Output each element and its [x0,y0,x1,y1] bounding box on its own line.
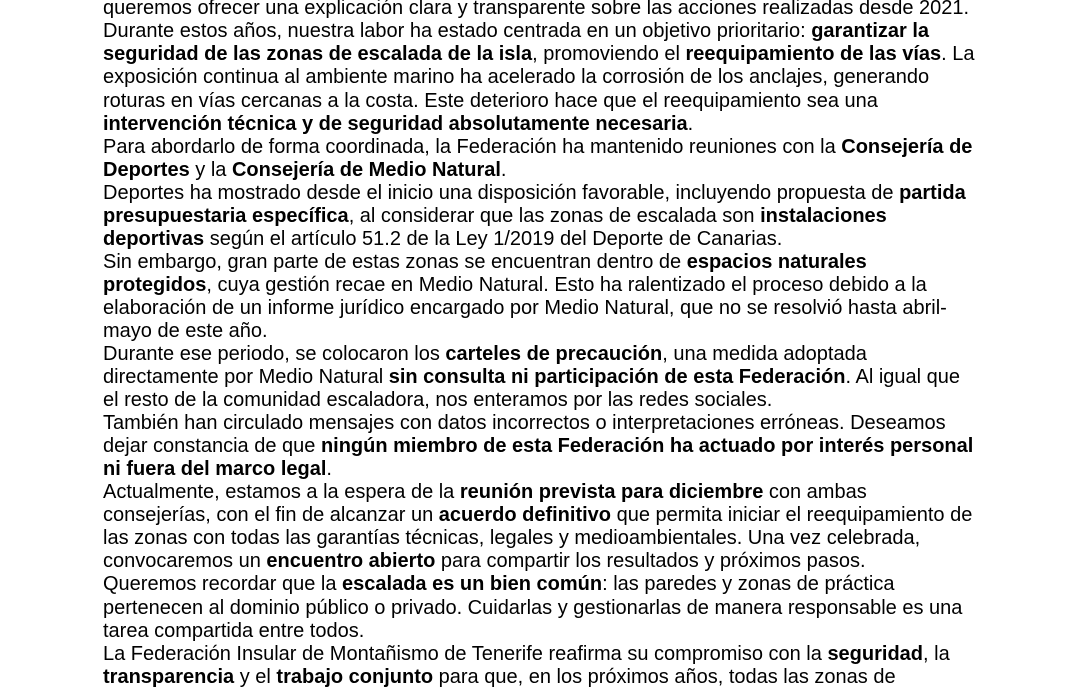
bold-text-run: seguridad [827,642,924,665]
text-line [103,343,1080,366]
text-run: el resto de la comunidad escaladora, nos enteramos por las redes sociales. [103,389,773,412]
text-line [103,643,1080,666]
text-run: Durante ese periodo, se colocaron los [103,343,446,366]
text-line [103,320,1080,343]
bold-text-run: ni fuera del marco legal [103,458,327,481]
text-run: Sin embargo, gran parte de estas zonas se encuentran dentro de [103,250,687,273]
text-run: . Al igual que [845,366,961,389]
text-line [103,43,1080,66]
text-line [103,412,1080,435]
text-run: convocaremos un [103,550,267,573]
text-run: Durante estos años, nuestra labor ha estado centrada en un objetivo prioritario: [103,20,812,43]
text-line [103,597,1080,620]
bold-text-run: protegidos [103,273,207,296]
text-run: , promoviendo el [532,43,686,66]
text-line [103,666,1080,689]
text-line [103,159,1080,182]
text-line [103,66,1080,89]
bold-text-run: trabajo conjunto [276,665,434,688]
text-run: que permita iniciar el reequipamiento de [611,504,973,527]
text-line [103,458,1080,481]
text-line [103,136,1080,159]
bold-text-run: carteles de precaución [445,343,663,366]
bold-text-run: garantizar la [811,20,930,43]
text-line [103,113,1080,136]
text-run: roturas en vías cercanas a la costa. Este deterioro hace que el reequipamiento sea una [103,89,878,112]
text-line [103,251,1080,274]
text-run: , cuya gestión recae en Medio Natural. Esto ha ralentizado el proceso debido a la [206,273,927,296]
text-run: , una medida adoptada [662,343,867,366]
text-line [103,504,1080,527]
text-line [103,481,1080,504]
bold-text-run: acuerdo definitivo [438,504,612,527]
text-line [103,435,1080,458]
text-run: . [326,458,332,481]
bold-text-run: sin consulta ni participación de esta Federación [388,366,846,389]
document-body [103,0,1080,689]
text-run: las zonas con todas las garantías técnicas, legales y medioambientales. Una vez celebrada, [103,527,921,550]
bold-text-run: intervención técnica y de seguridad absolutamente necesaria [103,112,688,135]
text-line [103,90,1080,113]
text-run: mayo de este año. [103,319,268,342]
bold-text-run: deportivas [103,227,205,250]
text-line [103,527,1080,550]
text-run: pertenecen al dominio público o privado. Cuidarlas y gestionarlas de manera responsable es una [103,596,963,619]
text-run: Actualmente, estamos a la espera de la [103,481,460,504]
text-line [103,389,1080,412]
text-line [103,182,1080,205]
text-run: , la [923,642,950,665]
bold-text-run: presupuestaria específica [103,204,349,227]
text-run: dejar constancia de que [103,435,321,458]
text-run: . [500,158,507,181]
bold-text-run: ningún miembro de esta Federación ha actuado por interés personal [320,435,974,458]
text-run: queremos ofrecer una explicación clara y transparente sobre las acciones realizadas desde 2021. [103,0,970,20]
text-run: La Federación Insular de Montañismo de Tenerife reafirma su compromiso con la [103,642,828,665]
text-line [103,573,1080,596]
bold-text-run: reequipamiento de las vías [685,43,942,66]
text-run: Queremos recordar que la [103,573,343,596]
text-line [103,550,1080,573]
text-line [103,366,1080,389]
text-line [103,0,1080,20]
text-run: : las paredes y zonas de práctica [602,573,895,596]
text-run: exposición continua al ambiente marino ha acelerado la corrosión de los anclajes, generando [103,66,930,89]
text-run: Deportes ha mostrado desde el inicio una disposición favorable, incluyendo propuesta de [103,181,900,204]
text-line [103,620,1080,643]
bold-text-run: Deportes [103,158,190,181]
text-run: según el artículo 51.2 de la Ley 1/2019 del Deporte de Canarias. [204,227,783,250]
text-run: . La [941,43,975,66]
text-run: con ambas [763,481,867,504]
text-line [103,297,1080,320]
text-run: tarea compartida entre todos. [103,619,365,642]
text-run: para que, en los próximos años, todas las zonas de [433,665,896,688]
text-line [103,274,1080,297]
text-run: consejerías, con el fin de alcanzar un [103,504,439,527]
bold-text-run: Consejería de Medio Natural [231,158,501,181]
bold-text-run: Consejería de [841,135,973,158]
bold-text-run: reunión prevista para diciembre [459,481,764,504]
text-line [103,228,1080,251]
bold-text-run: instalaciones [760,204,887,227]
text-run: directamente por Medio Natural [103,366,389,389]
text-run: para compartir los resultados y próximos pasos. [435,550,866,573]
bold-text-run: partida [899,181,966,204]
text-run: y la [189,158,232,181]
text-run: y el [234,665,277,688]
bold-text-run: transparencia [103,665,235,688]
text-run: También han circulado mensajes con datos incorrectos o interpretaciones erróneas. Deseamos [103,412,946,435]
bold-text-run: encuentro abierto [266,550,436,573]
bold-text-run: escalada es un bien común [342,573,603,596]
text-run: , al considerar que las zonas de escalada son [348,204,761,227]
text-run: . [687,112,694,135]
text-line [103,205,1080,228]
text-run: Para abordarlo de forma coordinada, la Federación ha mantenido reuniones con la [103,135,842,158]
bold-text-run: espacios naturales [686,250,867,273]
bold-text-run: seguridad de las zonas de escalada de la isla [103,43,533,66]
text-run: elaboración de un informe jurídico encargado por Medio Natural, que no se resolvió hasta abril- [103,296,947,319]
text-line [103,20,1080,43]
